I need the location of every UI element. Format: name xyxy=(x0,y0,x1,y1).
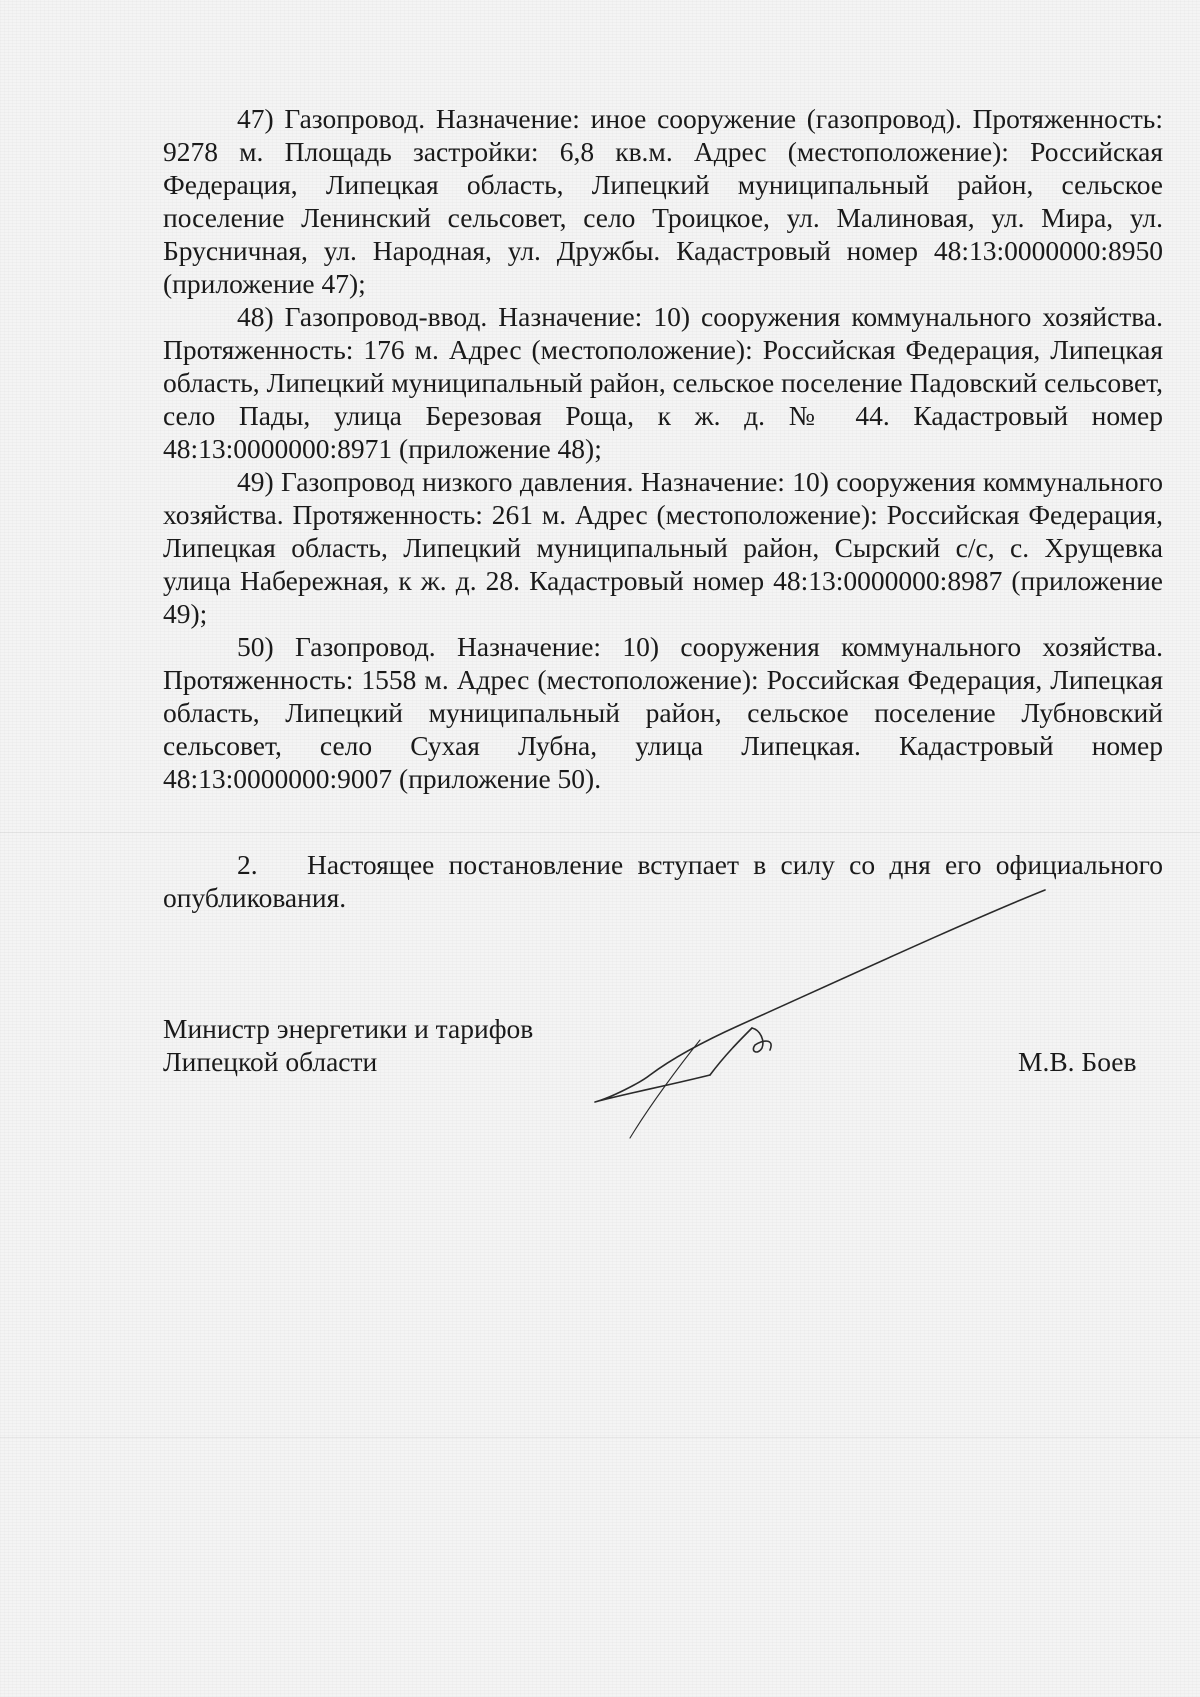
signer-title xyxy=(163,1012,533,1078)
signer-name: М.В. Боев xyxy=(1018,1046,1137,1077)
enumerated-items xyxy=(163,102,1163,795)
clause-2-number: 2. xyxy=(237,849,258,880)
scan-artifact-line xyxy=(0,832,1200,833)
item-50: 50) Газопровод. Назначение: 10) сооружения коммунального хозяйства. Протяженность: 1558 м. Адрес (местоположение): Российская Федерация, Липецкая область, Липецкий муниципальный район, сельское поселение Лубновский сельсовет, село Сухая Лубна, улица Липецкая. Кадастровый номер 48:13:0000000:9007 (приложение 50). xyxy=(163,631,1163,794)
signer-title-line-1: Министр энергетики и тарифов xyxy=(163,1013,534,1044)
handwritten-signature xyxy=(590,880,1050,1150)
item-48: 48) Газопровод-ввод. Назначение: 10) сооружения коммунального хозяйства. Протяженность: 176 м. Адрес (местоположение): Российская Федерация, Липецкая область, Липецкий муниципальный район, сельское поселение Падовский сельсовет, село Пады, улица Березовая Роща, к ж. д. № 44. Кадастровый номер 48:13:0000000:8971 (приложение 48); xyxy=(163,301,1163,464)
clause-2-text: Настоящее постановление вступает в силу со дня его официального опубликования. xyxy=(163,849,1163,913)
signer-title-line-2: Липецкой области xyxy=(163,1046,378,1077)
item-49: 49) Газопровод низкого давления. Назначение: 10) сооружения коммунального хозяйства. Протяженность: 261 м. Адрес (местоположение): Российская Федерация, Липецкая область, Липецкий муниципальный район, Сырский с/с, с. Хрущевка улица Набережная, к ж. д. 28. Кадастровый номер 48:13:0000000:8987 (приложение 49); xyxy=(163,466,1163,629)
item-47: 47) Газопровод. Назначение: иное сооружение (газопровод). Протяженность: 9278 м. Площадь застройки: 6,8 кв.м. Адрес (местоположение): Российская Федерация, Липецкая область, Липецкий муниципальный район, сельское поселение Ленинский сельсовет, село Троицкое, ул. Малиновая, ул. Мира, ул. Брусничная, ул. Народная, ул. Дружбы. Кадастровый номер 48:13:0000000:8950 (приложение 47); xyxy=(163,103,1163,299)
scan-artifact-line xyxy=(0,1437,1200,1438)
